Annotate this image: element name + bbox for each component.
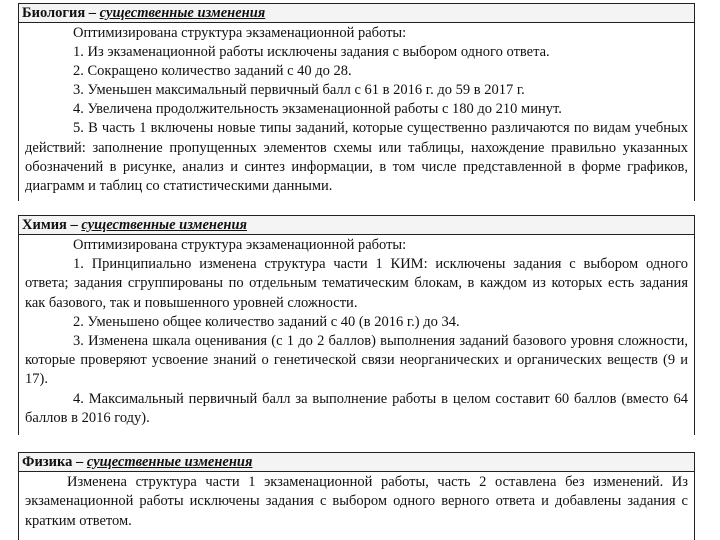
- biology-intro: Оптимизирована структура экзаменационной работы:: [73, 25, 407, 41]
- biology-heading: [19, 3, 694, 23]
- biology-item: 3. Уменьшен максимальный первичный балл с 61 в 2016 г. до 59 в 2017 г.: [73, 82, 525, 99]
- biology-item: 1. Из экзаменационной работы исключены задания с выбором одного ответа.: [73, 44, 550, 61]
- chemistry-item: 3. Изменена шкала оценивания (с 1 до 2 баллов) выполнения заданий базового уровня сложности, которые проверяют усвоение знаний о генетической связи неорганических и органических веществ (9 и 17).: [25, 333, 688, 388]
- biology-section: [18, 3, 695, 201]
- biology-body: [19, 23, 694, 200]
- chemistry-body: [19, 235, 694, 432]
- chemistry-intro: Оптимизирована структура экзаменационной работы:: [73, 237, 407, 253]
- biology-item: 4. Увеличена продолжительность экзаменационной работы с 180 до 210 минут.: [73, 101, 562, 118]
- biology-heading-subtitle: существенные изменения: [99, 5, 266, 21]
- physics-section: [18, 452, 695, 540]
- physics-heading: [19, 452, 694, 472]
- chemistry-item: 1. Принципиально изменена структура части 1 КИМ: исключены задания с выбором одного ответа; задания сгруппированы по отдельным тематическим блокам, в каждом из которых есть задания как базового, так и повышенного уровней сложности.: [25, 256, 688, 311]
- physics-body: [19, 472, 694, 535]
- biology-item: 5. В часть 1 включены новые типы заданий, которые существенно различаются по видам учебных действий: заполнение пропущенных элементов схемы или таблицы, нахождение правильно указанных обозначений в рисунке, анализ и синтез информации, в том числе представленной в форме графиков, диаграмм и таблиц со статистическими данными.: [25, 120, 688, 194]
- chemistry-heading-subject: Химия –: [22, 217, 82, 233]
- biology-heading-subject: Биология –: [22, 5, 100, 21]
- chemistry-item: 2. Уменьшено общее количество заданий с 40 (в 2016 г.) до 34.: [73, 313, 460, 330]
- biology-item: 2. Сокращено количество заданий с 40 до 28.: [73, 63, 352, 80]
- chemistry-heading-subtitle: существенные изменения: [81, 217, 247, 233]
- physics-heading-subject: Физика –: [22, 454, 87, 470]
- chemistry-section: [18, 215, 695, 435]
- chemistry-heading: [19, 215, 694, 235]
- chemistry-item: 4. Максимальный первичный балл за выполнение работы в целом составит 60 баллов (вместо 64 баллов в 2016 году).: [25, 390, 688, 426]
- physics-text: Изменена структура части 1 экзаменационной работы, часть 2 оставлена без изменений. Из экзаменационной работы исключены задания с выбором одного верного ответа и добавлены задания с кратким ответом.: [25, 474, 688, 529]
- physics-heading-subtitle: существенные изменения: [86, 454, 253, 470]
